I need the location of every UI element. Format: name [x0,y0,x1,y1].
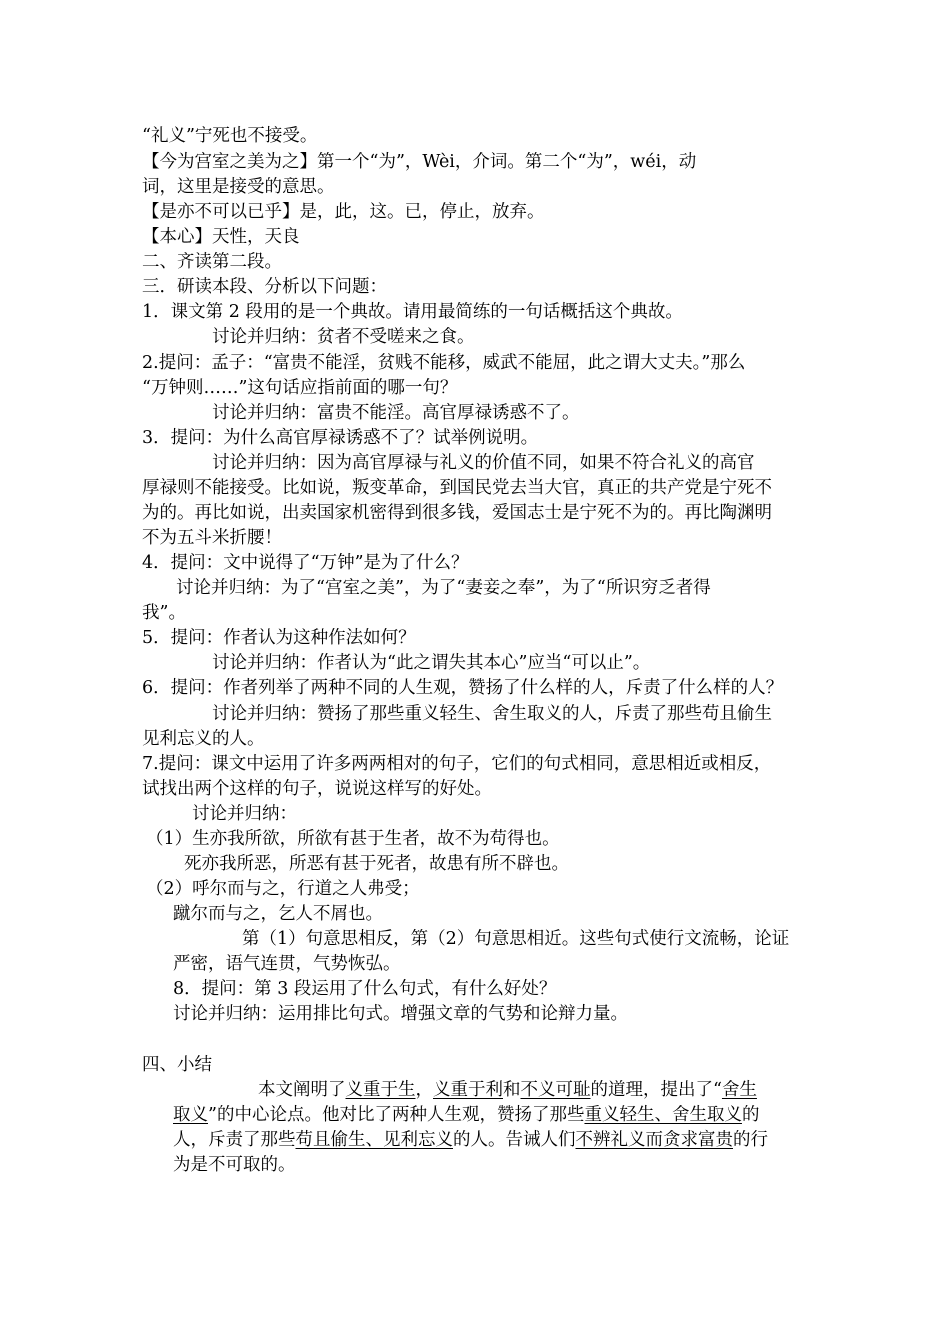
underlined-phrase: 不义可耻 [520,1080,591,1100]
question-line: 7.提问：课文中运用了许多两两相对的句子，它们的句式相同，意思相近或相反， [142,754,772,774]
answer-line: 讨论并归纳：为了“宫室之美”，为了“妻妾之奉”，为了“所识穷乏者得 [176,578,711,598]
text-line: 词，这里是接受的意思。 [142,177,335,197]
summary-text: 的行 [733,1130,768,1150]
text-line: 【本心】天性，天良 [142,227,300,247]
underlined-phrase: 苟且偷生、见利忘义 [295,1130,453,1150]
summary-text: 的人。告诫人们 [453,1130,576,1150]
answer-line: 讨论并归纳：贫者不受嗟来之食。 [212,327,475,347]
answer-line: 严密，语气连贯，气势恢弘。 [173,954,401,974]
summary-line [258,1078,938,1103]
underlined-phrase: 舍生 [721,1080,757,1100]
answer-line: 讨论并归纳：运用排比句式。增强文章的气势和论辩力量。 [173,1004,628,1024]
summary-text: 和 [503,1080,521,1100]
summary-text: 人，斥责了那些 [173,1130,296,1150]
summary-text: 为是不可取的。 [173,1155,296,1175]
answer-line: 为的。再比如说，出卖国家机密得到很多钱，爱国志士是宁死不为的。再比陶渊明 [142,503,772,523]
answer-line: 第（1）句意思相反，第（2）句意思相近。这些句式使行文流畅，论证 [242,929,790,949]
underlined-phrase: 不辨礼义而贪求富贵 [575,1130,733,1150]
question-line: 2.提问：孟子：“富贵不能淫，贫贱不能移，威武不能屈，此之谓大丈夫。”那么 [142,353,746,373]
summary-text: 的道理，提出了“ [590,1080,722,1100]
example-line: 死亦我所恶，所恶有甚于死者，故患有所不辟也。 [184,854,569,874]
underlined-phrase: 义重于生 [345,1080,416,1100]
example-line: （1）生亦我所欲，所欲有甚于生者，故不为苟得也。 [146,829,560,849]
question-line: 试找出两个这样的句子，说说这样写的好处。 [142,779,492,799]
answer-line: 讨论并归纳：作者认为“此之谓失其本心”应当“可以止”。 [212,653,651,673]
question-line: 8．提问：第 3 段运用了什么句式，有什么好处？ [173,979,557,999]
underlined-phrase: 义重于利 [433,1080,503,1100]
summary-line [173,1128,853,1153]
underlined-phrase: 取义 [173,1105,208,1125]
summary-text: ”的中心论点。他对比了两种人生观，赞扬了那些 [208,1105,585,1125]
question-line: 4．提问：文中说得了“万钟”是为了什么？ [142,553,469,573]
question-line: 5．提问：作者认为这种作法如何？ [142,628,416,648]
summary-text: ， [415,1080,433,1100]
answer-line: 讨论并归纳：赞扬了那些重义轻生、舍生取义的人，斥责了那些苟且偷生 [212,704,772,724]
summary-line [173,1103,853,1128]
answer-line: 我”。 [142,603,186,623]
question-line: 3．提问：为什么高官厚禄诱惑不了？试举例说明。 [142,428,539,448]
text-line: “礼义”宁死也不接受。 [142,126,318,146]
answer-line: 厚禄则不能接受。比如说，叛变革命，到国民党去当大官，真正的共产党是宁死不 [142,478,772,498]
summary-text: 本文阐明了 [258,1080,346,1100]
answer-line: 讨论并归纳： [192,804,297,824]
answer-line: 见利忘义的人。 [142,729,265,749]
question-line: “万钟则……”这句话应指前面的哪一句？ [142,378,458,398]
answer-line: 讨论并归纳：富贵不能淫。高官厚禄诱惑不了。 [212,403,580,423]
answer-line: 讨论并归纳：因为高官厚禄与礼义的价值不同，如果不符合礼义的高官 [212,453,755,473]
section-heading: 四、小结 [142,1055,212,1075]
example-line: 蹴尔而与之，乞人不屑也。 [173,904,383,924]
question-line: 6．提问：作者列举了两种不同的人生观，赞扬了什么样的人，斥责了什么样的人？ [142,678,784,698]
section-heading: 二、齐读第二段。 [142,252,282,272]
underlined-phrase: 重义轻生、舍生取义 [584,1105,742,1125]
answer-line: 不为五斗米折腰！ [142,528,282,548]
text-line: 【今为宫室之美为之】第一个“为”，Wèi，介词。第二个“为”，wéi，动 [142,152,697,172]
summary-text: 的 [741,1105,760,1125]
text-line: 【是亦不可以已乎】是，此，这。已，停止，放弃。 [142,202,545,222]
summary-line [173,1153,853,1178]
question-line: 1．课文第 2 段用的是一个典故。请用最简练的一句话概括这个典故。 [142,302,683,322]
example-line: （2）呼尔而与之，行道之人弗受； [146,879,420,899]
section-heading: 三．研读本段、分析以下问题： [142,277,387,297]
